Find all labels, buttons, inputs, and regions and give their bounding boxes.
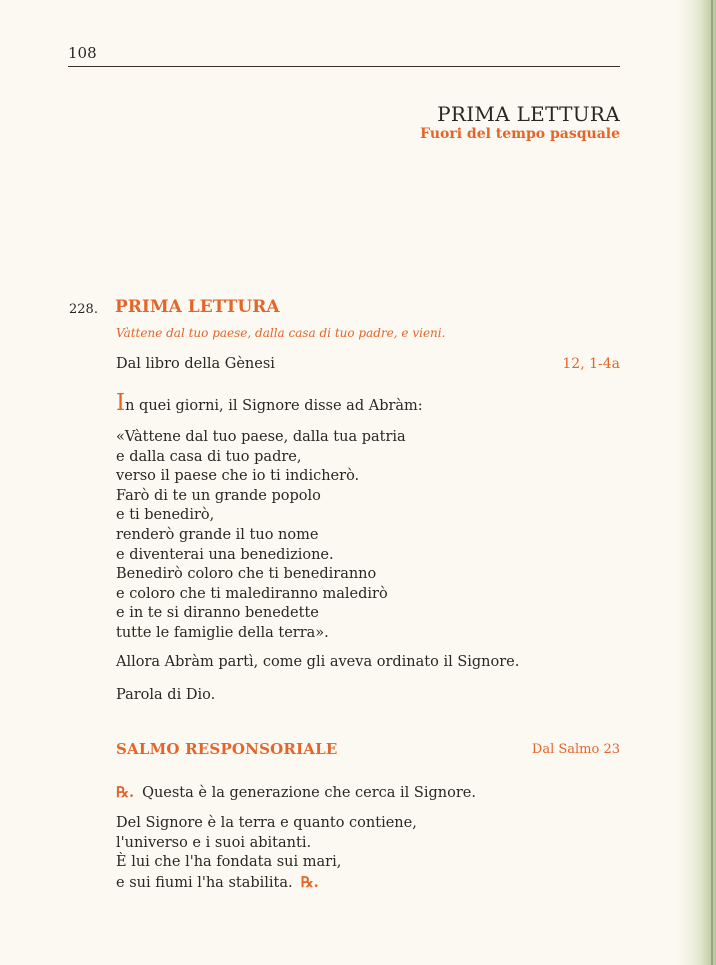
reading-closing: Allora Abràm partì, come gli aveva ordinato il Signore. xyxy=(116,654,520,670)
verse-line: e ti benedirò, xyxy=(116,507,215,524)
psalm-verse-line: È lui che l'ha fondata sui mari, xyxy=(116,854,342,871)
reading-acclamation: Parola di Dio. xyxy=(116,687,216,703)
reading-reference: 12, 1-4a xyxy=(562,356,620,372)
response-mark: ℞. xyxy=(116,784,135,801)
reading-verses xyxy=(116,428,406,644)
psalm-response-text: Questa è la generazione che cerca il Signore. xyxy=(142,785,476,801)
psalm-verse-text: e sui fiumi l'ha stabilita. xyxy=(116,874,293,891)
psalm-source: Dal Salmo 23 xyxy=(531,742,620,757)
verse-line: Farò di te un grande popolo xyxy=(116,487,321,504)
section-title: PRIMA LETTURA xyxy=(437,102,620,126)
verse-line: renderò grande il tuo nome xyxy=(116,526,319,543)
verse-line: «Vàttene dal tuo paese, dalla tua patria xyxy=(116,429,406,445)
psalm-verse-line: Del Signore è la terra e quanto contiene, xyxy=(116,815,417,831)
verse-line: tutte le famiglie della terra». xyxy=(116,624,329,641)
page-binding-edge xyxy=(678,0,716,965)
reading-heading: PRIMA LETTURA xyxy=(115,297,280,317)
verse-line: e coloro che ti malediranno maledirò xyxy=(116,585,388,602)
section-subtitle: Fuori del tempo pasquale xyxy=(420,126,620,142)
verse-line: verso il paese che io ti indicherò. xyxy=(116,468,360,485)
psalm-verse-line-final xyxy=(116,873,417,894)
psalm-response xyxy=(116,784,476,801)
drop-cap-initial: I xyxy=(116,390,126,416)
verse-line: e dalla casa di tuo padre, xyxy=(116,448,302,465)
reading-source: Dal libro della Gènesi xyxy=(116,356,275,372)
header-rule xyxy=(68,66,620,67)
psalm-verse-line: l'universo e i suoi abitanti. xyxy=(116,834,312,851)
page-number: 108 xyxy=(68,44,97,62)
reading-summary: Vàttene dal tuo paese, dalla casa di tuo padre, e vieni. xyxy=(116,326,446,340)
reading-intro xyxy=(116,390,423,416)
psalm-verses xyxy=(116,814,417,893)
verse-line: e diventerai una benedizione. xyxy=(116,546,334,563)
psalm-heading: SALMO RESPONSORIALE xyxy=(116,740,338,758)
verse-line: Benedirò coloro che ti benediranno xyxy=(116,566,377,583)
reading-intro-text: n quei giorni, il Signore disse ad Abràm: xyxy=(125,398,423,414)
response-end-mark: ℞. xyxy=(300,873,319,891)
verse-line: e in te si diranno benedette xyxy=(116,605,319,622)
reading-number: 228. xyxy=(69,302,98,317)
